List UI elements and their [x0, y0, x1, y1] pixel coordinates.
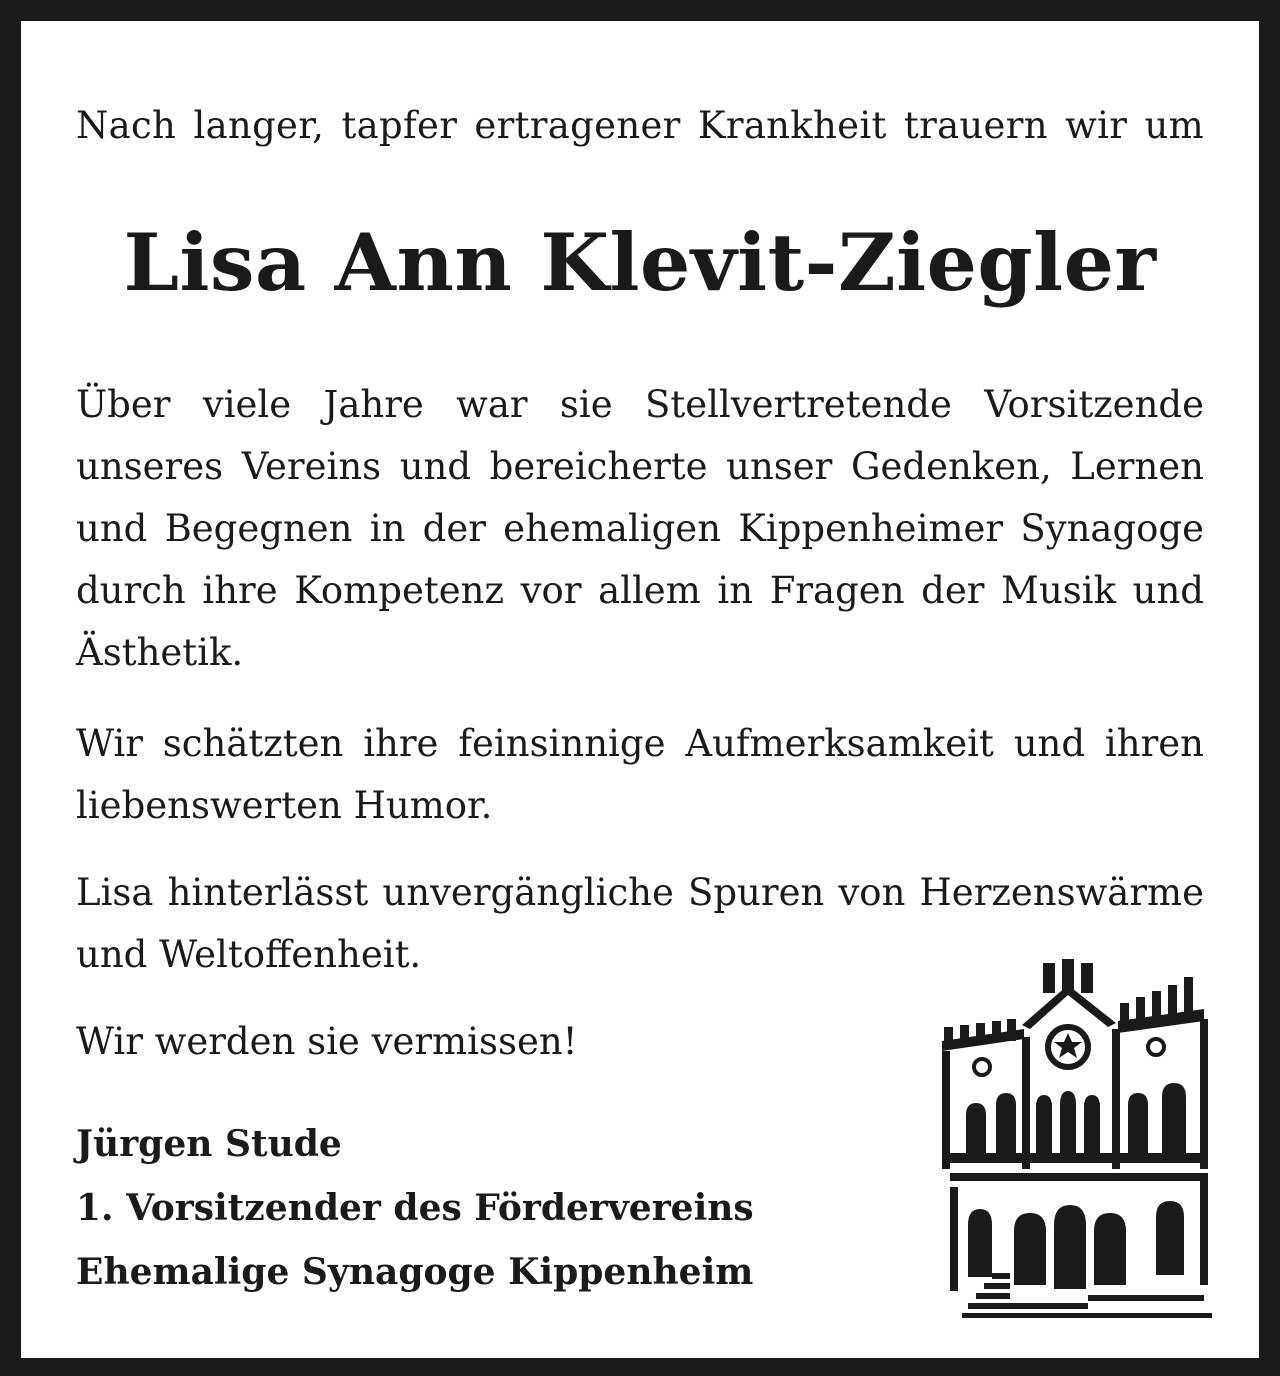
paragraph-appreciation: Wir schätzten ihre feinsinnige Aufmerksamkeit und ihren liebenswerten Humor. — [76, 722, 1204, 827]
deceased-name: Lisa Ann Klevit-Ziegler — [123, 216, 1157, 309]
paragraph-tribute: Über viele Jahre war sie Stellvertretende Vorsitzende unseres Vereins und bereicherte unser Gedenken, Lernen und Begegnen in der ehemaligen Kippenheimer Synagoge durch ihre Kompetenz vor allem in Fragen der Musik und Ästhetik. — [76, 383, 1204, 674]
intro-line: Nach langer, tapfer ertragener Krankheit trauern wir um — [76, 104, 1204, 147]
signatory-organization: Ehemalige Synagoge Kippenheim — [76, 1251, 754, 1293]
paragraph-legacy: Lisa hinterlässt unvergängliche Spuren von Herzenswärme und Weltoffenheit. — [76, 871, 1204, 976]
synagogue-icon — [932, 955, 1212, 1320]
signatory-name: Jürgen Stude — [76, 1123, 342, 1165]
paragraph-farewell: Wir werden sie vermissen! — [76, 1020, 578, 1063]
signatory-role: 1. Vorsitzender des Fördervereins — [76, 1187, 754, 1229]
